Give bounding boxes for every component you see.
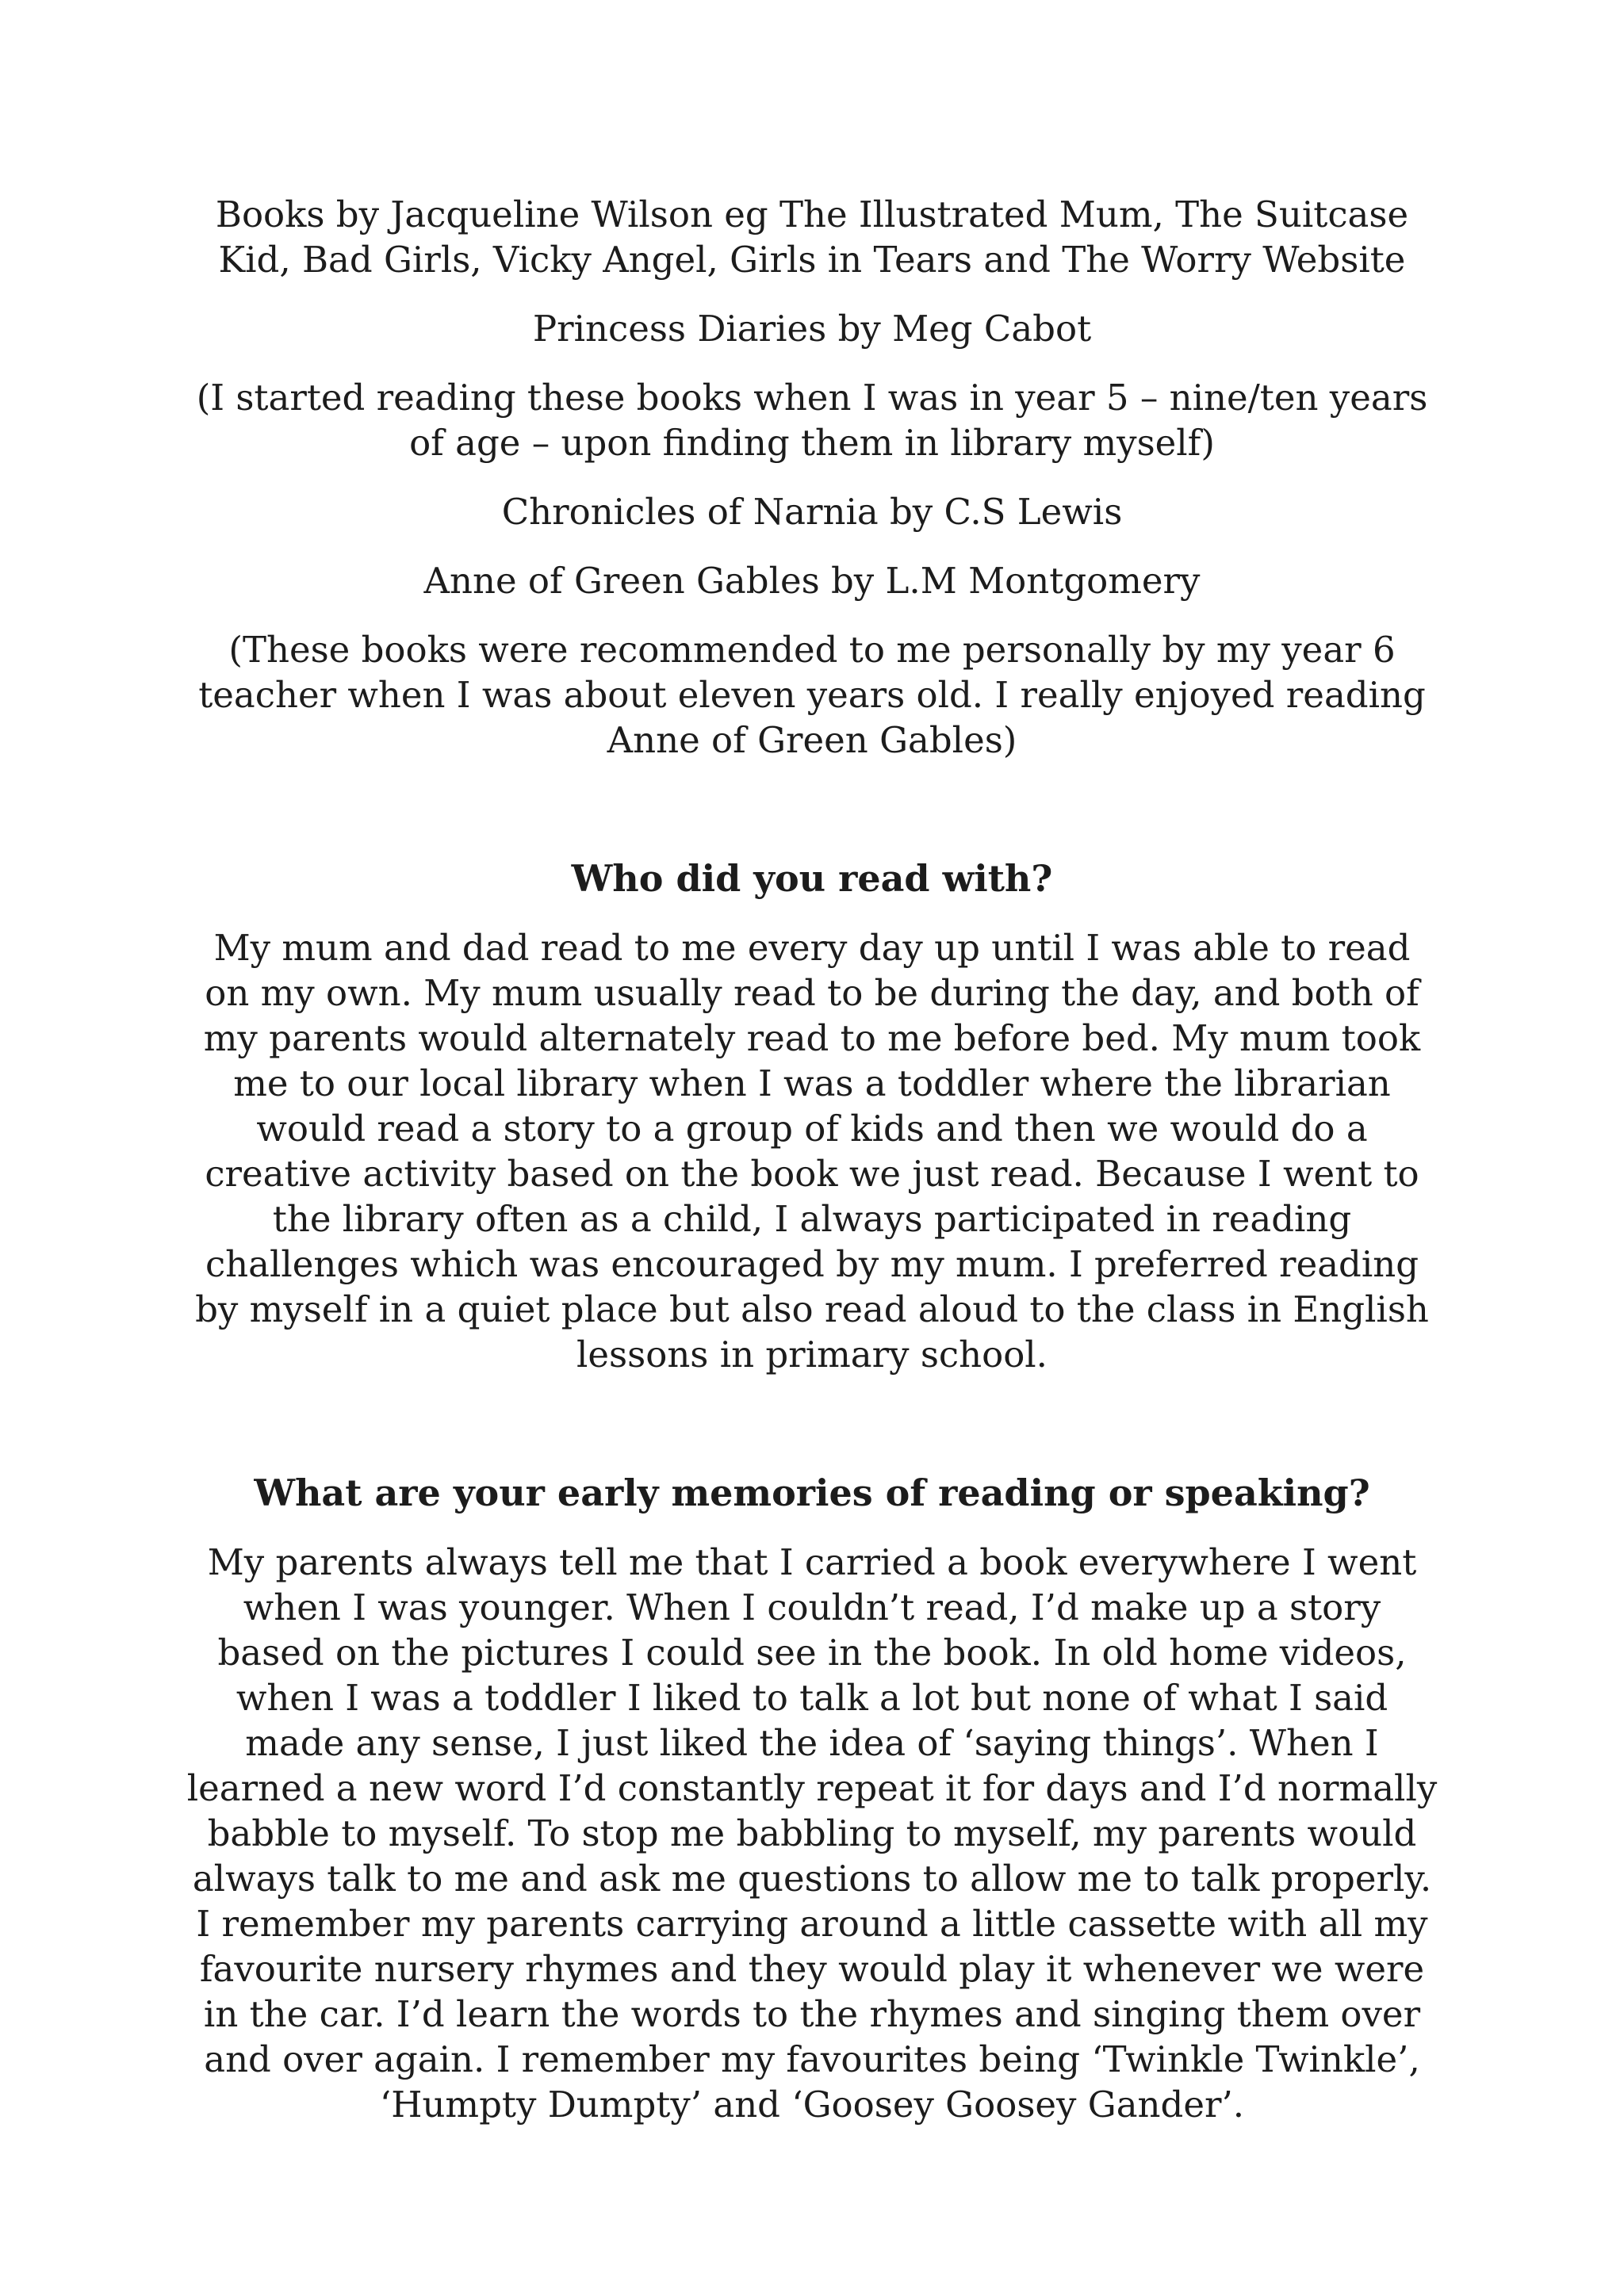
document-page [186, 192, 1438, 2127]
books-list-anne-of-green-gables: Anne of Green Gables by L.M Montgomery [423, 560, 1201, 602]
early-memories-body: My parents always tell me that I carried a book everywhere I went when I was younger. When I couldn’t read, I’d make up a story based on the pictures I could see in the book. In old home videos, when I was a toddler I liked to talk a lot but none of what I said made any sense, I just liked the idea of ‘saying things’. When I learned a new word I’d constantly repeat it for days and I’d normally babble to myself. To stop me babbling to myself, my parents would always talk to me and ask me questions to allow me to talk properly. I remember my parents carrying around a little cassette with all my favourite nursery rhymes and they would play it whenever we were in the car. I’d learn the words to the rhymes and singing them over and over again. I remember my favourites being ‘Twinkle Twinkle’, ‘Humpty Dumpty’ and ‘Goosey Goosey Gander’. [186, 1541, 1438, 2126]
books-note-year-6: (These books were recommended to me personally by my year 6 teacher when I was about eleven years old. I really enjoyed reading Anne of Green Gables) [198, 629, 1426, 761]
books-list-narnia: Chronicles of Narnia by C.S Lewis [501, 491, 1123, 533]
early-memories-heading: What are your early memories of reading or speaking? [254, 1471, 1370, 1514]
read-with-body: My mum and dad read to me every day up until I was able to read on my own. My mum usually read to be during the day, and both of my parents would alternately read to me before bed. My mum took me to our local library when I was a toddler where the librarian would read a story to a group of kids and then we would do a creative activity based on the book we just read. Because I went to the library often as a child, I always participated in reading challenges which was encouraged by my mum. I preferred reading by myself in a quiet place but also read aloud to the class in English lessons in primary school. [195, 927, 1429, 1376]
books-note-year-5: (I started reading these books when I was in year 5 – nine/ten years of age – upon finding them in library myself) [196, 377, 1428, 464]
books-list-jacqueline-wilson: Books by Jacqueline Wilson eg The Illustrated Mum, The Suitcase Kid, Bad Girls, Vicky Angel, Girls in Tears and The Worry Website [215, 193, 1409, 281]
read-with-heading: Who did you read with? [571, 857, 1053, 900]
books-list-princess-diaries: Princess Diaries by Meg Cabot [532, 308, 1092, 350]
